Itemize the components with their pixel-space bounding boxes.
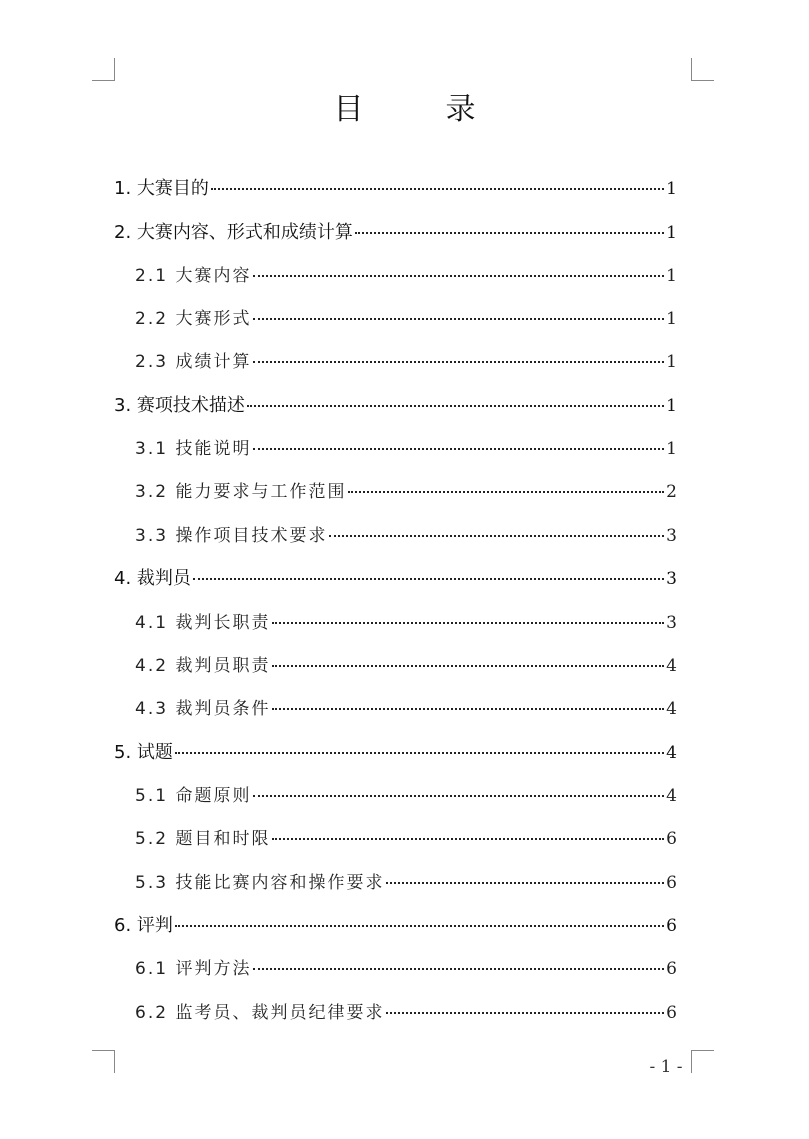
toc-dot-leader [175, 752, 664, 754]
toc-dot-leader [193, 578, 664, 580]
page-title: 目 录 [333, 92, 502, 127]
toc-entry[interactable] [135, 261, 677, 293]
toc-entry-page: 4 [666, 699, 677, 719]
crop-mark-top-left [92, 58, 115, 81]
toc-entry-page: 6 [666, 916, 677, 936]
toc-entry-page: 4 [666, 743, 677, 763]
toc-entry-page: 3 [666, 613, 677, 633]
toc-entry-label: 3.1 技能说明 [135, 439, 252, 459]
crop-mark-bottom-left [92, 1050, 115, 1073]
toc-entry-page: 1 [666, 223, 677, 243]
toc-entry-page: 6 [666, 1003, 677, 1023]
toc-entry[interactable] [135, 824, 677, 856]
toc-entry-label: 2.3 成绩计算 [135, 352, 252, 372]
toc-entry-label: 3.2 能力要求与工作范围 [135, 482, 347, 502]
toc-dot-leader [272, 708, 664, 710]
toc-entry[interactable] [114, 174, 677, 206]
crop-mark-bottom-right [691, 1050, 714, 1073]
toc-entry[interactable] [114, 911, 677, 943]
toc-entry-label: 5.2 题目和时限 [135, 829, 271, 849]
toc-entry-label: 6. 评判 [114, 915, 173, 936]
toc-entry-page: 3 [666, 569, 677, 589]
toc-entry[interactable] [135, 521, 677, 553]
toc-entry-label: 3.3 操作项目技术要求 [135, 526, 328, 546]
toc-dot-leader [329, 535, 664, 537]
toc-entry-page: 3 [666, 526, 677, 546]
toc-dot-leader [272, 838, 664, 840]
toc-entry[interactable] [114, 391, 677, 423]
toc-entry-page: 6 [666, 873, 677, 893]
toc-dot-leader [253, 275, 664, 277]
toc-entry-label: 4.3 裁判员条件 [135, 699, 271, 719]
footer-page-number: - 1 - [649, 1057, 683, 1077]
toc-entry-label: 6.1 评判方法 [135, 959, 252, 979]
toc-dot-leader [386, 882, 664, 884]
toc-entry-label: 4.2 裁判员职责 [135, 656, 271, 676]
toc-entry[interactable] [114, 218, 677, 250]
toc-entry-page: 2 [666, 482, 677, 502]
toc-entry-label: 3. 赛项技术描述 [114, 395, 245, 416]
toc-dot-leader [348, 491, 664, 493]
toc-entry-label: 6.2 监考员、裁判员纪律要求 [135, 1003, 385, 1023]
toc-entry-label: 5.1 命题原则 [135, 786, 252, 806]
toc-dot-leader [247, 405, 664, 407]
toc-entry-page: 1 [666, 179, 677, 199]
toc-entry[interactable] [135, 347, 677, 379]
toc-entry[interactable] [135, 304, 677, 336]
toc-entry-label: 5.3 技能比赛内容和操作要求 [135, 873, 385, 893]
toc-entry-page: 4 [666, 656, 677, 676]
toc-entry-label: 4. 裁判员 [114, 568, 191, 589]
toc-entry-page: 6 [666, 959, 677, 979]
toc-dot-leader [253, 361, 664, 363]
toc-entry[interactable] [135, 608, 677, 640]
toc-entry[interactable] [135, 434, 677, 466]
toc-entry-label: 1. 大赛目的 [114, 178, 209, 199]
toc-entry[interactable] [135, 477, 677, 509]
toc-entry[interactable] [135, 781, 677, 813]
toc-entry[interactable] [135, 954, 677, 986]
toc-dot-leader [386, 1012, 664, 1014]
toc-entry-page: 1 [666, 309, 677, 329]
toc-entry-label: 2. 大赛内容、形式和成绩计算 [114, 222, 353, 243]
toc-dot-leader [211, 188, 664, 190]
toc-entry-page: 4 [666, 786, 677, 806]
toc-dot-leader [272, 622, 664, 624]
toc-dot-leader [253, 448, 664, 450]
toc-entry-page: 1 [666, 439, 677, 459]
toc-entry[interactable] [114, 738, 677, 770]
toc-entry[interactable] [135, 868, 677, 900]
toc-entry-label: 2.1 大赛内容 [135, 266, 252, 286]
toc-entry-page: 1 [666, 266, 677, 286]
toc-entry[interactable] [135, 998, 677, 1030]
toc-dot-leader [355, 232, 664, 234]
toc-entry-label: 4.1 裁判长职责 [135, 613, 271, 633]
toc-entry-page: 6 [666, 829, 677, 849]
toc-dot-leader [272, 665, 664, 667]
toc-dot-leader [253, 968, 664, 970]
toc-entry-page: 1 [666, 352, 677, 372]
toc-entry[interactable] [135, 651, 677, 683]
toc-entry[interactable] [114, 564, 677, 596]
toc-entry[interactable] [135, 694, 677, 726]
toc-dot-leader [253, 318, 664, 320]
crop-mark-top-right [691, 58, 714, 81]
toc-dot-leader [253, 795, 664, 797]
toc-entry-label: 2.2 大赛形式 [135, 309, 252, 329]
toc-dot-leader [175, 925, 664, 927]
toc-entry-label: 5. 试题 [114, 742, 173, 763]
toc-entry-page: 1 [666, 396, 677, 416]
